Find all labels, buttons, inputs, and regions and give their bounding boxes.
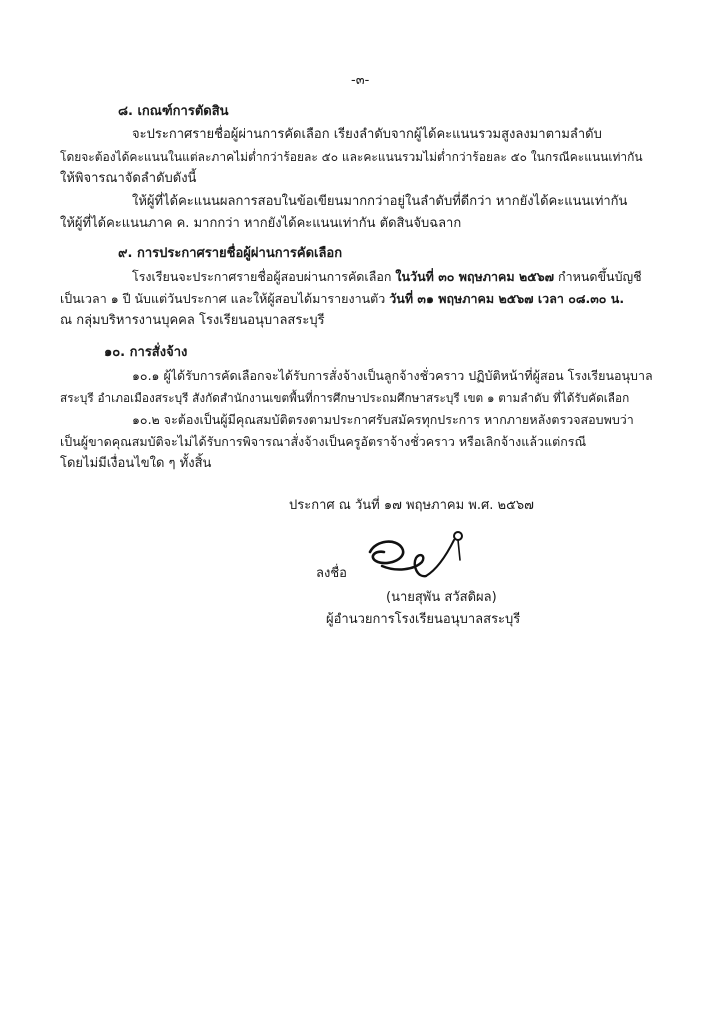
section-10-2-line1: ๑๐.๒ จะต้องเป็นผู้มีคุณสมบัติตรงตามประกาศรับสมัครทุกประการ หากภายหลังตรวจสอบพบว่า: [132, 412, 634, 427]
announcement-date-line: ประกาศ ณ วันที่ ๑๗ พฤษภาคม พ.ศ. ๒๕๖๗: [289, 498, 534, 513]
signatory-name: (นายสุพัน สวัสดิผล): [386, 590, 497, 605]
section-8-heading: ๘. เกณฑ์การตัดสิน: [118, 104, 229, 119]
report-date: วันที่ ๓๑ พฤษภาคม ๒๕๖๗ เวลา ๐๘.๓๐ น.: [389, 291, 625, 306]
section-8-para1-line3: ให้พิจารณาจัดลำดับดังนี้: [60, 171, 197, 186]
section-9-line1-text: โรงเรียนจะประกาศรายชื่อผู้สอบผ่านการคัดเลือก: [132, 269, 396, 284]
section-8-para2-line2: ให้ผู้ที่ได้คะแนนภาค ค. มากกว่า หากยังได้คะแนนเท่ากัน ตัดสินจับฉลาก: [60, 216, 462, 231]
announcement-date: ในวันที่ ๓๐ พฤษภาคม ๒๕๖๗: [395, 269, 555, 284]
signatory-position: ผู้อำนวยการโรงเรียนอนุบาลสระบุรี: [326, 612, 521, 627]
page-number: -๓-: [351, 73, 370, 88]
section-10-1-line2: สระบุรี อำเภอเมืองสระบุรี สังกัดสำนักงานเขตพื้นที่การศึกษาประถมศึกษาสระบุรี เขต ๑ ตามลำดับ ที่ได้รับคัดเลือก: [60, 391, 630, 405]
section-9-line1-tail: กำหนดขึ้นบัญชี: [554, 269, 642, 284]
section-8-para2-line1: ให้ผู้ที่ได้คะแนนผลการสอบในข้อเขียนมากกว่าอยู่ในลำดับที่ดีกว่า หากยังได้คะแนนเท่ากัน: [132, 194, 628, 209]
section-9-line3: ณ กลุ่มบริหารงานบุคคล โรงเรียนอนุบาลสระบุรี: [60, 313, 325, 328]
section-9-heading: ๙. การประกาศรายชื่อผู้ผ่านการคัดเลือก: [118, 246, 343, 261]
section-9-line2: [60, 290, 624, 308]
section-9-line1: [132, 268, 642, 286]
section-10-heading: ๑๐. การสั่งจ้าง: [104, 345, 188, 360]
signature-image: [362, 522, 472, 584]
sign-label: ลงชื่อ: [316, 566, 347, 581]
section-8-para1-line2: โดยจะต้องได้คะแนนในแต่ละภาคไม่ต่ำกว่าร้อยละ ๕๐ และคะแนนรวมไม่ต่ำกว่าร้อยละ ๕๐ ในกรณีคะแนนเท่ากัน: [60, 150, 643, 164]
section-10-1-line1: ๑๐.๑ ผู้ได้รับการคัดเลือกจะได้รับการสั่งจ้างเป็นลูกจ้างชั่วคราว ปฏิบัติหน้าที่ผู้สอน โรงเรียนอนุบาล: [132, 368, 653, 383]
section-9-line2-text: เป็นเวลา ๑ ปี นับแต่วันประกาศ และให้ผู้สอบได้มารายงานตัว: [60, 291, 390, 306]
section-10-2-line2: เป็นผู้ขาดคุณสมบัติจะไม่ได้รับการพิจารณาสั่งจ้างเป็นครูอัตราจ้างชั่วคราว หรือเลิกจ้างแล้วแต่กรณี: [60, 434, 587, 449]
section-10-2-line3: โดยไม่มีเงื่อนไขใด ๆ ทั้งสิ้น: [60, 456, 212, 471]
section-8-para1-line1: จะประกาศรายชื่อผู้ผ่านการคัดเลือก เรียงลำดับจากผู้ได้คะแนนรวมสูงลงมาตามลำดับ: [132, 127, 602, 142]
